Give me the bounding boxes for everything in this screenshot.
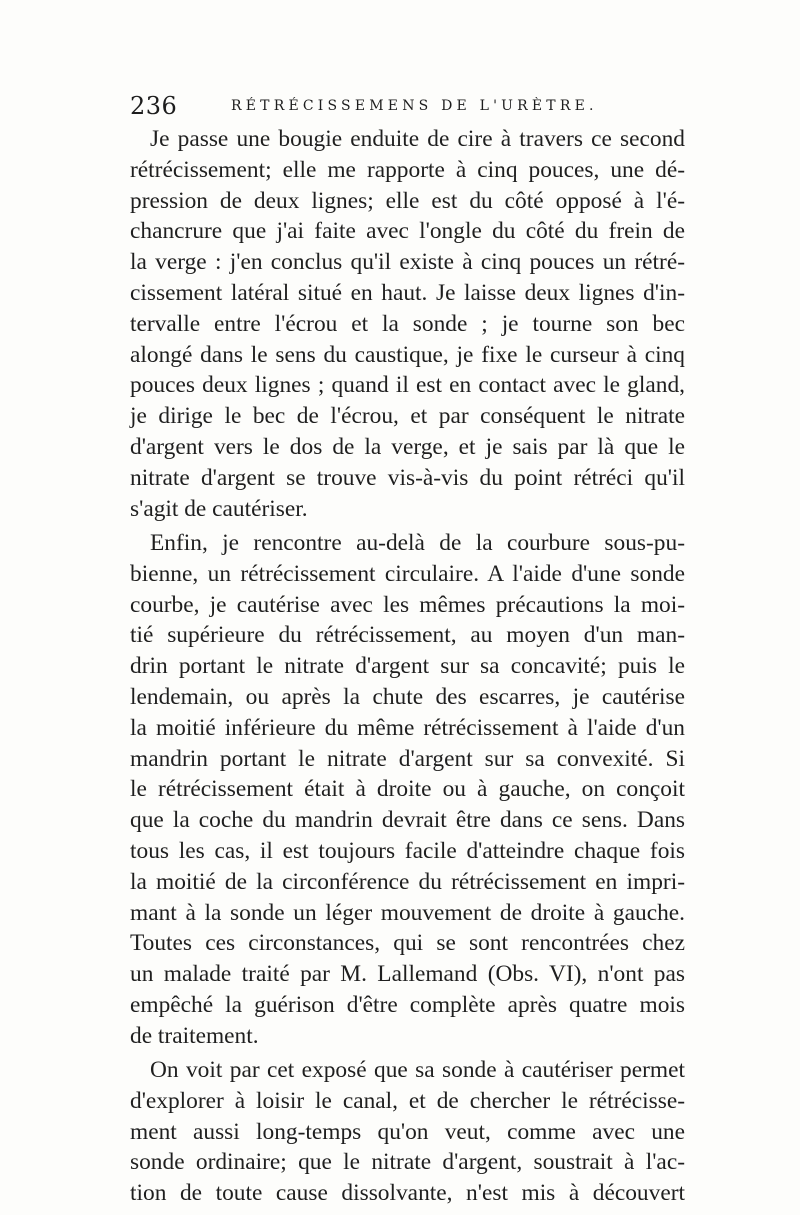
- text-line: nitrate d'argent se trouve vis-à-vis du point rétréci qu'il: [130, 464, 685, 491]
- text-line: courbe, je cautérise avec les mêmes précautions la moi-: [130, 591, 685, 618]
- page-header: [130, 91, 685, 121]
- text-line: lendemain, ou après la chute des escarres, je cautérise: [130, 683, 685, 710]
- text-line: bienne, un rétrécissement circulaire. A l'aide d'une sonde: [130, 560, 685, 587]
- text-line: ment aussi long-temps qu'on veut, comme avec une: [130, 1118, 685, 1145]
- text-line: rétrécissement; elle me rapporte à cinq pouces, une dé-: [130, 156, 685, 183]
- text-line: s'agit de cautériser.: [130, 495, 308, 522]
- text-line: drin portant le nitrate d'argent sur sa concavité; puis le: [130, 653, 685, 680]
- text-line: cissement latéral situé en haut. Je laisse deux lignes d'in-: [130, 279, 685, 306]
- paragraph-2: [130, 528, 685, 1052]
- text-line: tion de toute cause dissolvante, n'est mis à découvert: [130, 1180, 685, 1207]
- body-text: [130, 124, 685, 1209]
- running-title: RÉTRÉCISSEMENS DE L'URÈTRE.: [231, 98, 598, 114]
- text-line: d'argent vers le dos de la verge, et je sais par là que le: [130, 433, 685, 460]
- text-line: pouces deux lignes ; quand il est en contact avec le gland,: [130, 372, 685, 399]
- text-line: un malade traité par M. Lallemand (Obs. VI), n'ont pas: [130, 961, 685, 988]
- paragraph-1: [130, 124, 685, 524]
- text-line: Enfin, je rencontre au-delà de la courbure sous-pu-: [150, 529, 685, 556]
- text-line: chancrure que j'ai faite avec l'ongle du côté du frein de: [130, 218, 685, 245]
- text-line: de traitement.: [130, 1022, 259, 1049]
- text-line: le rétrécissement était à droite ou à gauche, on conçoit: [130, 776, 685, 803]
- text-line: empêché la guérison d'être complète après quatre mois: [130, 991, 685, 1018]
- text-line: tous les cas, il est toujours facile d'atteindre chaque fois: [130, 837, 685, 864]
- page-number: 236: [130, 92, 178, 120]
- text-line: la moitié de la circonférence du rétrécissement en impri-: [130, 868, 685, 895]
- text-line: On voit par cet exposé que sa sonde à cautériser permet: [150, 1057, 685, 1084]
- text-line: je dirige le bec de l'écrou, et par conséquent le nitrate: [130, 403, 685, 430]
- paragraph-3: [130, 1055, 685, 1209]
- text-line: que la coche du mandrin devrait être dans ce sens. Dans: [130, 807, 685, 834]
- text-line: alongé dans le sens du caustique, je fixe le curseur à cinq: [130, 341, 685, 368]
- text-line: d'explorer à loisir le canal, et de chercher le rétrécisse-: [130, 1087, 685, 1114]
- text-line: mandrin portant le nitrate d'argent sur sa convexité. Si: [130, 745, 685, 772]
- text-line: pression de deux lignes; elle est du côté opposé à l'é-: [130, 187, 685, 214]
- text-line: sonde ordinaire; que le nitrate d'argent, soustrait à l'ac-: [130, 1149, 685, 1176]
- text-line: Toutes ces circonstances, qui se sont rencontrées chez: [130, 930, 685, 957]
- text-line: Je passe une bougie enduite de cire à travers ce second: [150, 126, 685, 152]
- text-line: la verge : j'en conclus qu'il existe à cinq pouces un rétré-: [130, 249, 685, 276]
- text-line: tié supérieure du rétrécissement, au moyen d'un man-: [130, 622, 685, 649]
- text-line: la moitié inférieure du même rétrécissement à l'aide d'un: [130, 714, 685, 741]
- text-line: mant à la sonde un léger mouvement de droite à gauche.: [130, 899, 685, 926]
- text-line: tervalle entre l'écrou et la sonde ; je tourne son bec: [130, 310, 685, 337]
